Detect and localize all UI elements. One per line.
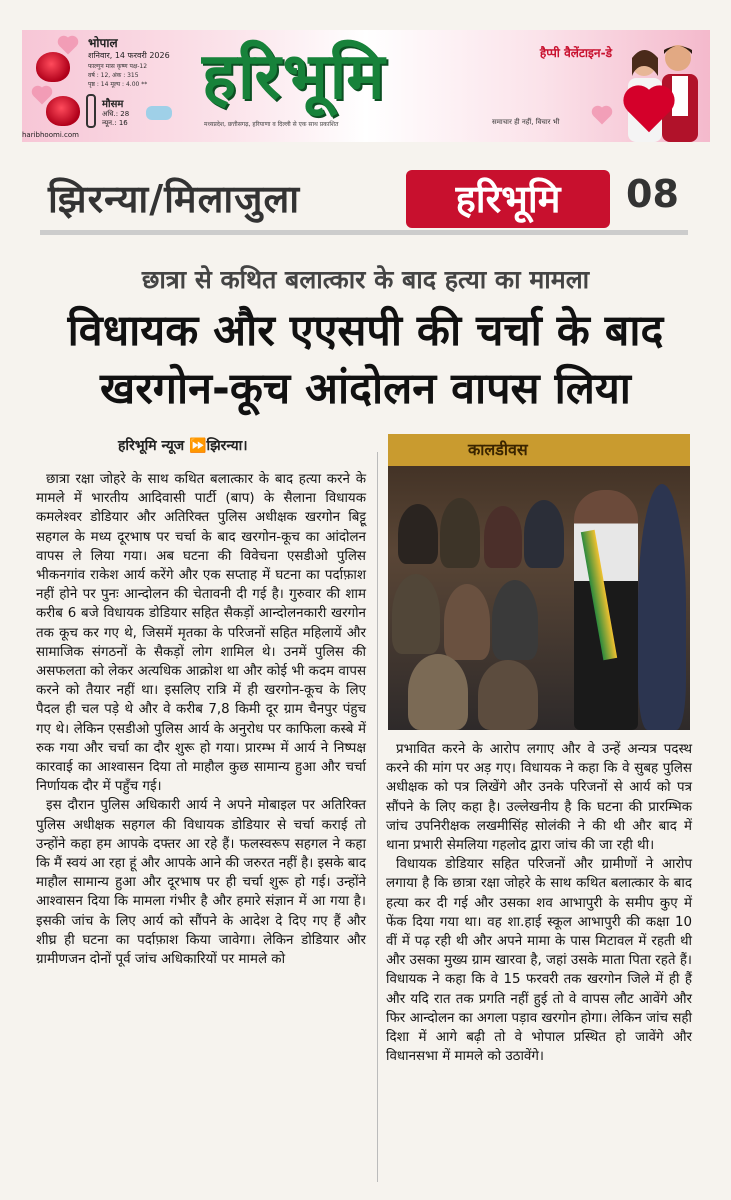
- crowd-figure: [398, 504, 438, 564]
- weather-values: [102, 110, 129, 128]
- crowd-figure: [478, 660, 538, 730]
- issue-info: [88, 62, 147, 89]
- article-byline: हरिभूमि न्यूज ⏩झिरन्या।: [118, 438, 248, 454]
- weather-max: अधि.: 28: [102, 110, 130, 118]
- brand-slogan: समाचार ही नहीं, विचार भी: [492, 118, 560, 126]
- headline-line: खरगोन-कूच आंदोलन वापस लिया: [100, 364, 631, 414]
- crowd-figure: [444, 584, 490, 660]
- column-divider: [377, 452, 378, 1182]
- article-photo: [388, 434, 690, 730]
- website-url[interactable]: haribhoomi.com: [22, 131, 79, 139]
- section-brand-logo: हरिभूमि: [406, 170, 610, 228]
- article-kicker: छात्रा से कथित बलात्कार के बाद हत्या का मामला: [141, 265, 590, 294]
- crowd-figure: [484, 506, 522, 568]
- brand-tagline: मध्यप्रदेश, छत्तीसगढ़, हरियाणा व दिल्ली से एक साथ प्रकाशित: [204, 121, 339, 128]
- crowd-figure: [408, 654, 468, 730]
- issue-date: शनिवार, 14 फरवरी 2026: [88, 51, 170, 60]
- section-title: झिरन्या/मिलाजुला: [48, 177, 301, 221]
- newspaper-logo[interactable]: हरिभूमि: [202, 39, 387, 114]
- article-headline: [0, 302, 731, 418]
- article-paragraph: प्रभावित करने के आरोप लगाए और वे उन्हें अन्यत्र पदस्थ करने की मांग पर अड़ गए। विधायक ने कहा कि वे सुबह पुलिस अधीक्षक को पत्र लिखेंगे और उनके परिजनों से आर्य को पत्र सौंपने के लिए कहा है। उल्लेखनीय है कि घटना की प्रारम्भिक जांच उपनिरीक्षक लखमीसिंह सोलंकी ने की थी और बाद में थाना प्रभारी सेमलिया गहलोद द्वारा जांच की जा रही थी।: [386, 742, 692, 854]
- face-mask-icon: [146, 106, 172, 120]
- rose-icon: [36, 52, 70, 82]
- masthead: [22, 30, 710, 142]
- heart-icon: [594, 108, 611, 125]
- page-number: 08: [626, 172, 679, 216]
- weather-min: न्यून.: 16: [102, 119, 128, 127]
- photo-shop-banner: कालडीवस: [388, 434, 690, 466]
- heart-icon: [60, 38, 77, 55]
- crowd-figure: [492, 580, 538, 660]
- thermometer-icon: [86, 94, 96, 128]
- article-column-1: [36, 470, 366, 969]
- issue-info-line: वर्ष : 12, अंक : 315: [88, 72, 139, 79]
- valentine-greeting: हैप्पी वैलेंटाइन-डे: [539, 46, 612, 60]
- article-paragraph: इस दौरान पुलिस अधिकारी आर्य ने अपने मोबाइल पर अतिरिक्त पुलिस अधीक्षक सहगल की विधायक डोडियार से चर्चा कराई तो उन्होंने कहा हम आपके दफ्तर आ रहे हैं। फलस्वरूप सहगल ने कहा कि मैं स्वयं आ रहा हूं और आपके आने की जरुरत नहीं है। इसके बाद माहौल सामान्य हुआ और दूरभाष पर ही चर्चा शुरू हो गई। उन्होंने आश्वासन दिया कि मामला गंभीर है और हमारे संज्ञान में आ गया है। इसकी जांच के लिए आर्य को सौंपने के आदेश दे दिए गए हैं और शीघ्र ही घटना का पर्दाफ़ाश किया जावेगा। लेकिन डोडियार और ग्रामीणजन दोनों पूर्व जांच अधिकारियों पर मामले को: [36, 798, 366, 968]
- crowd-figure: [524, 500, 564, 568]
- issue-info-line: फाल्गुन मास कृष्ण पक्ष-12: [88, 63, 148, 70]
- section-divider: [40, 230, 688, 235]
- headline-line: विधायक और एएसपी की चर्चा के बाद: [67, 306, 664, 356]
- article-paragraph: छात्रा रक्षा जोहरे के साथ कथित बलात्कार के बाद हत्या करने के मामले में भारतीय आदिवासी पार्टी (बाप) के सैलाना विधायक कमलेश्वर डोडियार और अतिरिक्त पुलिस अधीक्षक खरगोन बिट्टू सहगल के मध्य दूरभाष पर चर्चा के बाद खरगोन-कूच का आंदोलन वापस ले लिया गया। अब घटना की विवेचना एसडीओ पुलिस भीकनगांव राकेश आर्य करेंगे और एक सप्ताह में घटना का पर्दाफ़ाश नहीं होने पर पुनः आन्दोलन की चेतावनी दी गई है। गुरुवार की शाम करीब 6 बजे विधायक डोडियार सहित सैकड़ों आन्दोलनकारी खरगोन तक कूच कर गए थे, जिसमें मृतका के परिजनों सहित महिलायें और सामाजिक संगठनों के सैकड़ों लोग शामिल थे। उनमें पुलिस की असफलता को लेकर अत्यधिक आक्रोश था और कोई भी कदम वापस करने को तैयार नहीं था। इसलिए रात्रि में ही खरगोन-कूच के लिए पैदल ही चल पड़े थे और वे करीब 7,8 किमी दूर ग्राम चैनपुर पंहुच गए थे। लेकिन एसडीओ पुलिस आर्य के अनुरोध पर काफिला कस्बे में रुक गया और चर्चा का दौर शुरू हो गया। प्रारम्भ में आर्य ने निष्पक्ष कारवाई का आश्वासन दिया तो माहौल कुछ सामान्य हुआ और चर्चा निर्णायक दौर में पहुँच गई।: [36, 472, 366, 795]
- issue-info-line: पृष्ठ : 14 मूल्य : 4.00 **: [88, 81, 148, 88]
- crowd-figure: [440, 498, 480, 568]
- rose-icon: [46, 96, 80, 126]
- weather-label: मौसम: [102, 99, 124, 110]
- edition-name: भोपाल: [88, 36, 118, 50]
- article-paragraph: विधायक डोडियार सहित परिजनों और ग्रामीणों ने आरोप लगाया है कि छात्रा रक्षा जोहरे के साथ कथित बलात्कार के बाद हत्या कर दी गई और उसका शव आभापुरी के समीप कुए में फेंक दिया गया था। वह शा.हाई स्कूल आभापुरी की कक्षा 10 वीं में पढ़ रही थी और अपने मामा के पास मिटावल में रहती थी और उसका मुख्य ग्राम खारवा है, जहां उसके माता पिता रहते हैं। विधायक ने कहा कि वे 15 फरवरी तक खरगोन जिले में ही हैं और यदि रात तक प्रगति नहीं हुई तो वे वापस लौट आवेंगे और फिर आन्दोलन का अगला पड़ाव खरगोन होगा। लेकिन जांच सही दिशा में आगे बढ़ी तो वे भोपाल प्रस्थित हो जावेंगे और विधानसभा में मामले को उठावेंगे।: [386, 857, 693, 1065]
- crowd-figure: [392, 574, 440, 654]
- crowd-figure: [638, 484, 686, 730]
- article-column-2: [386, 740, 692, 1066]
